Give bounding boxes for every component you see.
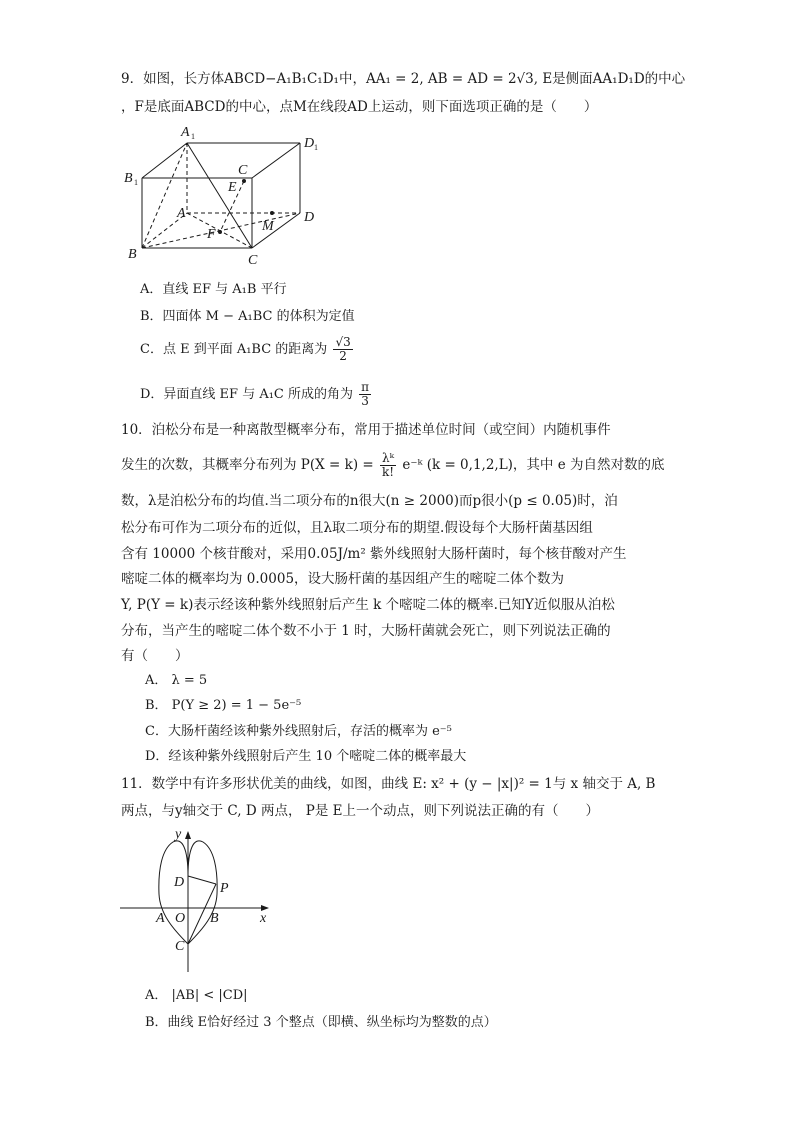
point-e — [242, 179, 246, 183]
q10-stem-line1: 10．泊松分布是一种离散型概率分布，常用于描述单位时间（或空间）内随机事件 — [121, 422, 611, 438]
label-d: D — [174, 875, 185, 890]
label-a: A — [156, 911, 165, 926]
label-a1-sub: 1 — [191, 132, 195, 141]
q9-option-d-fraction — [359, 381, 371, 408]
label-b1: B — [124, 171, 133, 186]
q10-option-a: A． λ = 5 — [145, 673, 208, 688]
label-p: P — [220, 881, 229, 896]
q10-stem-line8: 分布，当产生的嘧啶二体个数不小于 1 时，大肠杆菌就会死亡，则下列说法正确的 — [121, 623, 611, 639]
label-c: C — [248, 253, 258, 268]
label-y: y — [175, 827, 182, 842]
label-c: C — [175, 939, 185, 954]
label-d1-sub: 1 — [314, 143, 318, 152]
q11-option-a: A． |AB| < |CD| — [145, 988, 248, 1003]
q9-option-d-den: 3 — [361, 394, 369, 408]
q9-option-c — [140, 336, 355, 363]
q9-option-d-num: π — [361, 380, 370, 394]
q9-stem-line1: 9．如图，长方体ABCD−A₁B₁C₁D₁中，AA₁ = 2, AB = AD = 2√3, E是侧面AA₁D₁D的中心 — [121, 71, 686, 87]
q10-stem-line2 — [121, 452, 665, 479]
q10-poisson-den: k! — [382, 465, 395, 479]
q9-option-c-num: √3 — [335, 335, 351, 349]
q10-poisson-fraction — [380, 452, 396, 479]
q10-line2-post: e⁻ᵏ (k = 0,1,2,L)，其中 e 为自然对数的底 — [402, 457, 665, 473]
q10-stem-line3: 数，λ是泊松分布的均值.当二项分布的n很大(n ≥ 2000)而p很小(p ≤ 0.05)时，泊 — [121, 493, 618, 509]
q10-line2-pre: 发生的次数，其概率分布列为 P(X = k) = — [121, 457, 374, 473]
label-d1: D — [304, 136, 315, 151]
q11-stem-line2: 两点，与y轴交于 C, D 两点， P是 E上一个动点，则下列说法正确的有（ ） — [121, 803, 599, 819]
q10-option-d: D．经该种紫外线照射后产生 10 个嘧啶二体的概率最大 — [145, 749, 467, 764]
point-f — [218, 230, 222, 234]
q9-option-a: A．直线 EF 与 A₁B 平行 — [140, 282, 287, 297]
q9-option-c-text: C．点 E 到平面 A₁BC 的距离为 — [140, 342, 328, 357]
q9-option-d-text: D．异面直线 EF 与 A₁C 所成的角为 — [140, 387, 354, 402]
q11-stem-line1: 11．数学中有许多形状优美的曲线，如图，曲线 E: x² + (y − |x|)² = 1与 x 轴交于 A, B — [121, 776, 656, 792]
q10-option-b: B． P(Y ≥ 2) = 1 − 5e⁻⁵ — [145, 698, 302, 713]
label-e: E — [228, 180, 237, 195]
q11-option-b: B．曲线 E恰好经过 3 个整点（即横、纵坐标均为整数的点） — [145, 1015, 497, 1030]
q9-option-c-den: 2 — [339, 349, 347, 363]
label-a: A — [177, 206, 186, 221]
q10-stem-line7: Y, P(Y = k)表示经该种紫外线照射后产生 k 个嘧啶二体的概率.已知Y近似服从泊松 — [121, 597, 615, 613]
label-a1: A — [181, 125, 190, 140]
q9-stem-line2: ，F是底面ABCD的中心，点M在线段AD上运动，则下面选项正确的是（ ） — [121, 99, 598, 115]
q10-stem-line5: 含有 10000 个核苷酸对，采用0.05J/m² 紫外线照射大肠杆菌时，每个核苷酸对产生 — [121, 546, 627, 562]
label-x: x — [260, 911, 267, 926]
label-o: O — [175, 911, 186, 926]
segment-dp — [188, 876, 216, 884]
label-b1-sub: 1 — [134, 178, 138, 187]
q9-option-b: B．四面体 M − A₁BC 的体积为定值 — [140, 309, 355, 324]
label-m: M — [262, 219, 274, 234]
label-d: D — [304, 210, 315, 225]
q10-stem-line9: 有（ ） — [121, 648, 189, 664]
q10-poisson-num: λᵏ — [380, 452, 396, 466]
point-m — [270, 211, 274, 215]
q9-option-d — [140, 381, 373, 408]
q10-option-c: C．大肠杆菌经该种紫外线照射后，存活的概率为 e⁻⁵ — [145, 724, 452, 739]
label-b: B — [210, 911, 219, 926]
q9-option-c-fraction — [333, 336, 352, 363]
label-c1: C — [238, 163, 248, 178]
label-b: B — [128, 247, 137, 262]
q9-cuboid-figure — [120, 120, 330, 270]
q11-heart-curve-figure — [118, 824, 278, 974]
label-f: F — [207, 227, 216, 242]
q10-stem-line4: 松分布可作为二项分布的近似，且λ取二项分布的期望.假设每个大肠杆菌基因组 — [121, 520, 593, 536]
q10-stem-line6: 嘧啶二体的概率均为 0.0005，设大肠杆菌的基因组产生的嘧啶二体个数为 — [121, 571, 565, 587]
